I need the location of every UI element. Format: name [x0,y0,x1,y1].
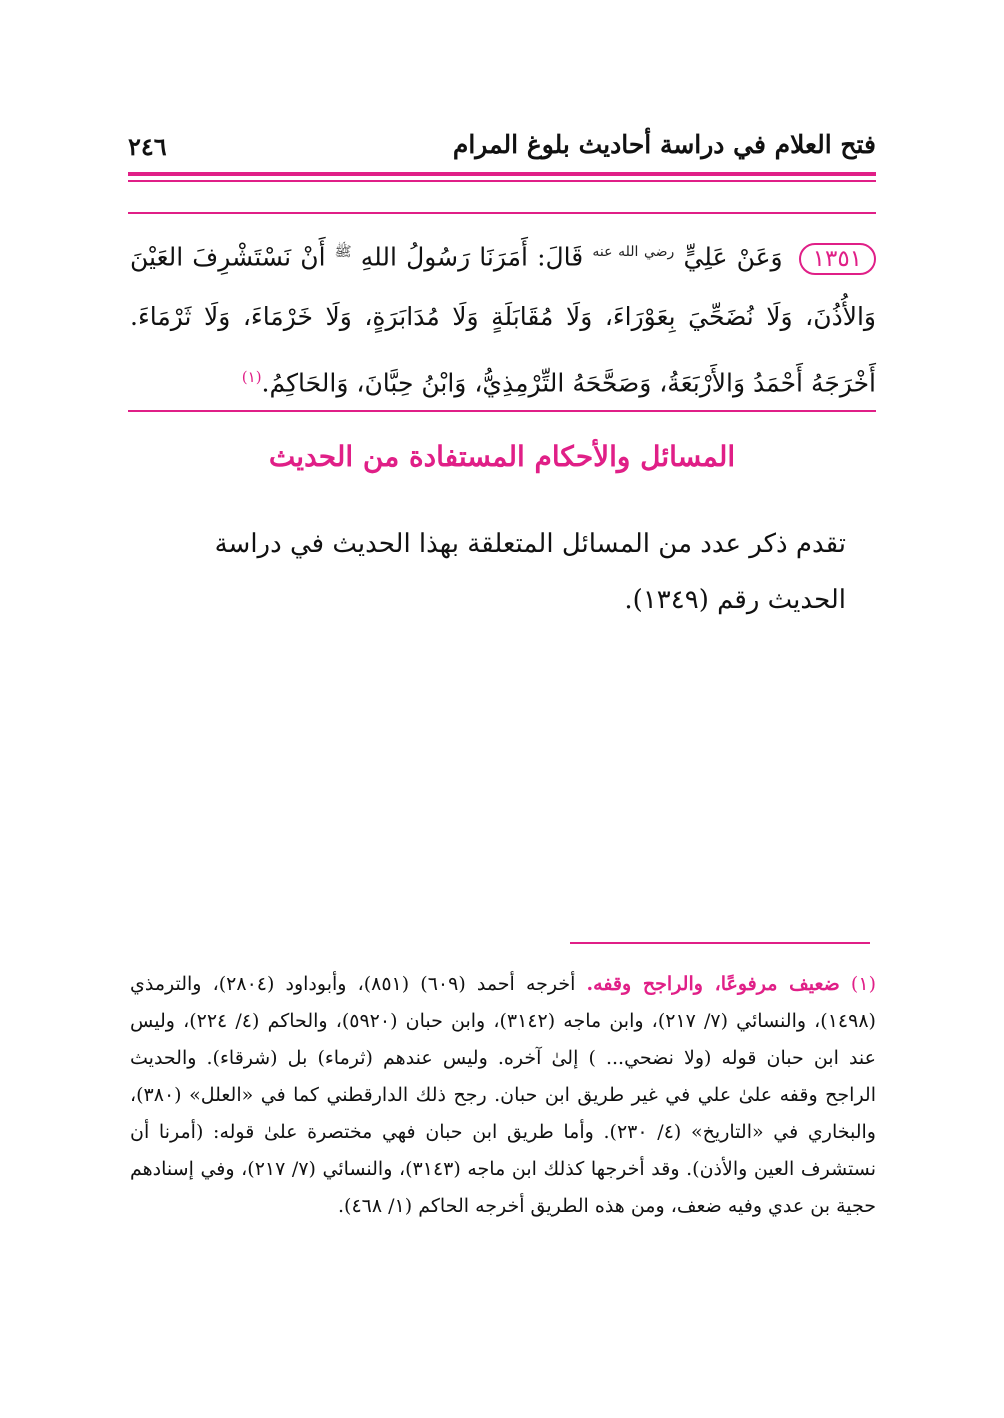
hadith-number-badge: ١٣٥١ [799,243,876,275]
header-rule-thick [128,172,876,176]
section-heading: المسائل والأحكام المستفادة من الحديث [268,440,736,473]
hadith-text-part1: وَعَنْ عَلِيٍّ [683,242,783,272]
honorific-companion: رضي الله عنه [592,244,675,260]
hadith-rule-bottom [128,410,876,412]
footnote-reference[interactable]: (١) [241,368,262,387]
footnote-separator [570,942,870,944]
page-number: ٢٤٦ [128,132,167,161]
footnote-block [130,966,876,1225]
hadith-text-part3: أَنْ نَسْتَشْرِفَ العَيْنَ وَالأُذُنَ، وَلَا نُضَحِّيَ بِعَوْرَاءَ، وَلَا مُقَابَلَةٍ وَلَا مُدَابَرَةٍ، وَلَا خَرْمَاءَ، وَلَا ثَرْمَاءَ. أَخْرَجَهُ أَحْمَدُ وَالأَرْبَعَةُ، وَصَحَّحَهُ التِّرْمِذِيُّ، وَابْنُ حِبَّانَ، وَالحَاكِمُ. [130,242,876,398]
honorific-prophet: ﷺ [334,244,352,260]
footnote-marker: (١) [850,973,876,995]
footnote-text: أخرجه أحمد (٦٠٩) (٨٥١)، وأبوداود (٢٨٠٤)، والترمذي (١٤٩٨)، والنسائي (٧/ ٢١٧)، وابن ماجه (٣١٤٢)، وابن حبان (٥٩٢٠)، والحاكم (٤/ ٢٢٤)، وليس عند ابن حبان قوله (ولا نضحي... ) إلىٰ آخره. وليس عندهم (ثرماء) بل (شرقاء). والحديث الراجح وقفه علىٰ علي في غير طريق ابن حبان. رجح ذلك الدارقطني كما في «العلل» (٣٨٠)، والبخاري في «التاريخ» (٤/ ٢٣٠). وأما طريق ابن حبان فهي مختصرة علىٰ قوله: (أمرنا أن نستشرف العين والأذن). وقد أخرجها كذلك ابن ماجه (٣١٤٣)، والنسائي (٧/ ٢١٧)، وفي إسنادهم حجية بن عدي وفيه ضعف، ومن هذه الطريق أخرجه الحاكم (١/ ٤٦٨). [130,973,876,1217]
running-header [128,128,876,168]
hadith-text-part2: قَالَ: أَمَرَنَا رَسُولُ اللهِ [360,242,584,272]
footnote-verdict: ضعيف مرفوعًا، والراجح وقفه. [586,973,840,995]
body-paragraph: تقدم ذكر عدد من المسائل المتعلقة بهذا الحديث في دراسة الحديث رقم (١٣٤٩). [214,529,846,615]
hadith-text-block [130,222,876,414]
hadith-rule-top [128,212,876,214]
header-rule-thin [128,180,876,182]
book-title: فتح العلام في دراسة أحاديث بلوغ المرام [452,130,876,159]
